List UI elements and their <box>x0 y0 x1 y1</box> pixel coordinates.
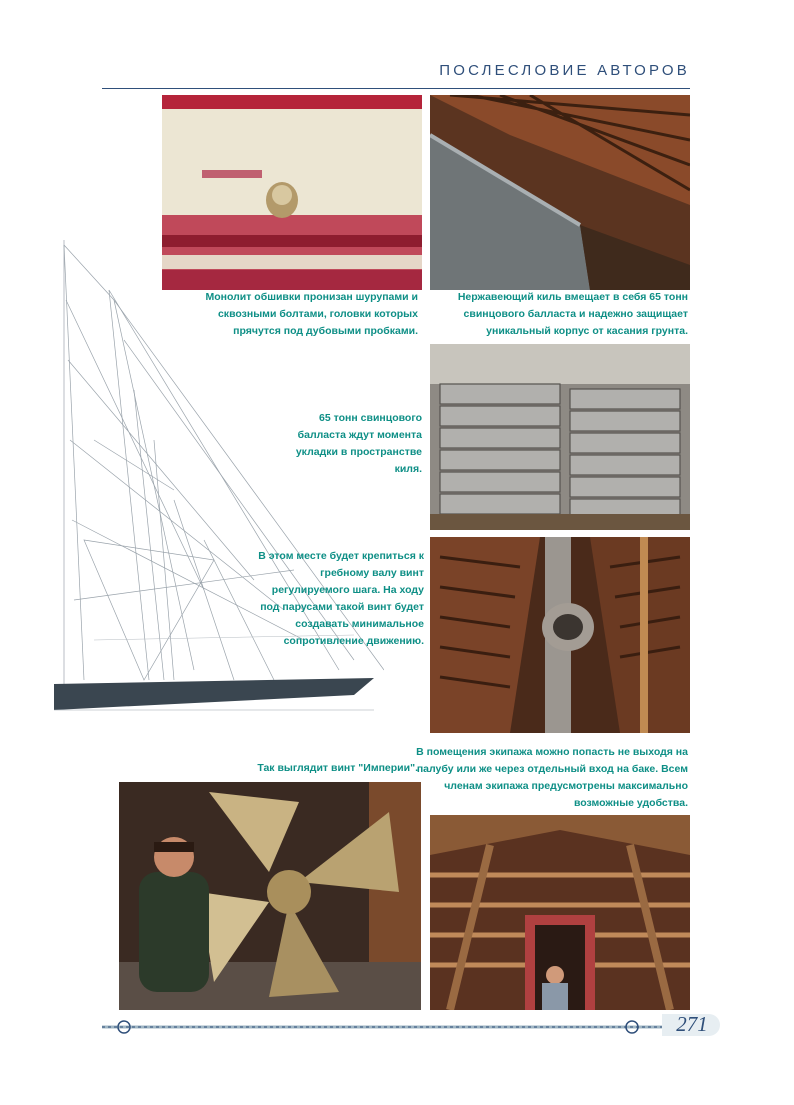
header-rule <box>102 88 690 89</box>
photo-planking-bolts <box>162 95 422 290</box>
caption-ballast: 65 тонн свинцового балласта ждут момента укладки в пространстве киля. <box>295 412 422 475</box>
caption-planking: Монолит обшивки пронизан шурупами и сквозными болтами, головки которых прячутся под дубовыми пробками. <box>205 291 418 337</box>
photo-propeller-shaft <box>430 537 690 733</box>
caption-keel: Нержавеющий киль вмещает в себя 65 тонн свинцового балласта и надежно защищает уникальный корпус от касания грунта. <box>457 291 688 337</box>
caption-shaft: В этом месте будет крепиться к гребному валу винт регулируемого шага. На ходу под парусами такой винт будет создавать минимальное сопротивление движению. <box>258 550 424 647</box>
photo-crew-quarters <box>430 815 690 1010</box>
caption-crew: В помещения экипажа можно попасть не выходя на палубу или же через отдельный вход на баке. Всем членам экипажа предусмотрены максимально возможные удобства. <box>416 746 688 809</box>
photo-lead-ballast <box>430 344 690 530</box>
photo-steel-keel <box>430 95 690 290</box>
caption-propeller: Так выглядит винт "Империи". <box>257 762 418 774</box>
photo-propeller-man <box>119 782 421 1010</box>
running-header: ПОСЛЕСЛОВИЕ АВТОРОВ <box>439 62 690 79</box>
rope-border-decoration <box>102 1018 662 1036</box>
page-number: 271 <box>676 1012 708 1036</box>
